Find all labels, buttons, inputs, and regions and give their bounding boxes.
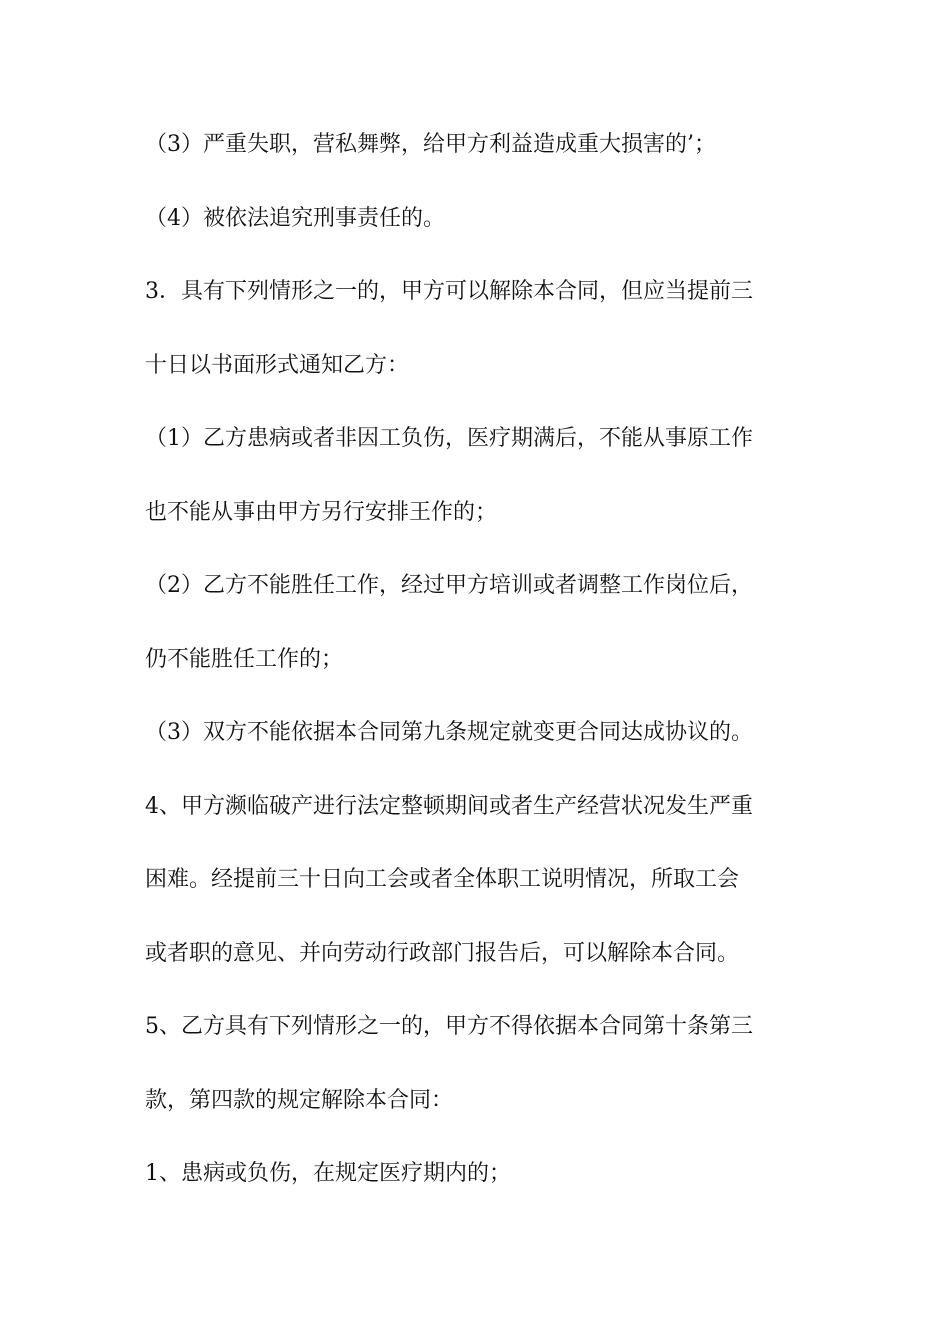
text-line-15: 1、患病或负伤，在规定医疗期内的； bbox=[145, 1161, 511, 1186]
text-line-8: 仍不能胜任工作的； bbox=[145, 646, 344, 672]
text-line-10: 4、甲方濒临破产进行法定整顿期间或者生产经营状况发生严重 bbox=[145, 793, 753, 819]
document-body bbox=[145, 130, 825, 1233]
text-line-13: 5、乙方具有下列情形之一的，甲方不得依据本合同第十条第三 bbox=[145, 1014, 753, 1039]
text-line-4: 十日以书面形式通知乙方： bbox=[145, 352, 410, 378]
text-line-11: 困难。经提前三十日向工会或者全体职工说明情况，所取工会 bbox=[145, 867, 740, 892]
text-line-9: （3）双方不能依据本合同第九条规定就变更合同达成协议的。 bbox=[145, 720, 753, 745]
text-line-3: 3．具有下列情形之一的，甲方可以解除本合同，但应当提前三 bbox=[145, 279, 753, 304]
text-line-1: （3）严重失职，营私舞弊，给甲方利益造成重大损害的’； bbox=[145, 132, 716, 157]
text-line-14: 款，第四款的规定解除本合同： bbox=[145, 1087, 454, 1113]
text-line-12: 或者职的意见、并向劳动行政部门报告后，可以解除本合同。 bbox=[145, 940, 740, 966]
text-line-6: 也不能从事由甲方另行安排王作的； bbox=[145, 499, 498, 525]
text-line-5: （1）乙方患病或者非因工负伤，医疗期满后，不能从事原工作 bbox=[145, 426, 753, 451]
text-line-7: （2）乙方不能胜任工作，经过甲方培训或者调整工作岗位后， bbox=[145, 573, 753, 598]
text-line-2: （4）被依法追究刑事责任的。 bbox=[145, 205, 445, 231]
